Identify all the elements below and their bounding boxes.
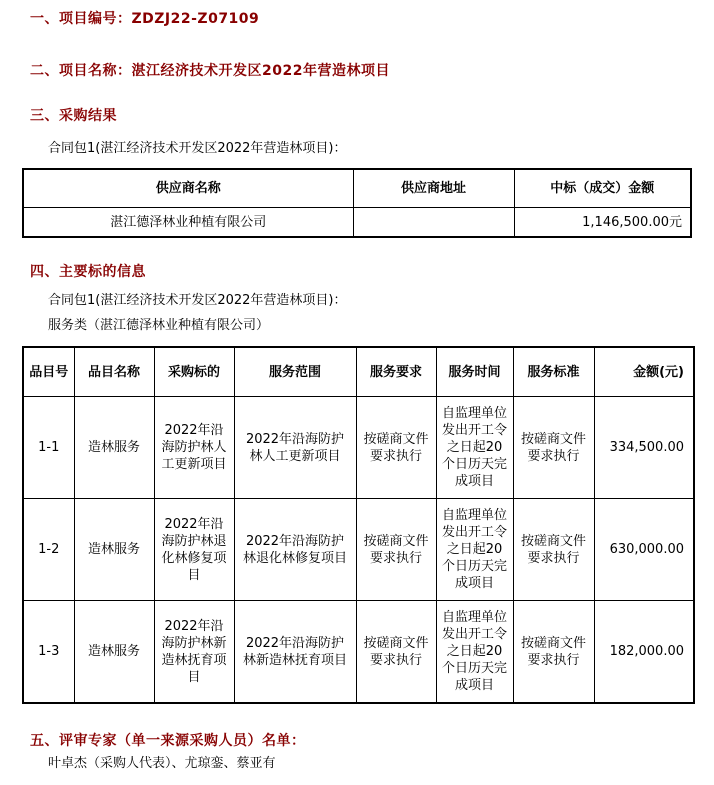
award-amount-cell: 1,146,500.00元 <box>514 208 691 238</box>
heading-main-subject-info: 四、主要标的信息 <box>30 264 146 280</box>
amount-cell: 334,500.00 <box>594 397 694 499</box>
time-cell: 自监理单位发出开工令之日起20个日历天完成项目 <box>436 499 513 601</box>
experts-names-line: 叶卓杰（采购人代表）、尤琼銮、蔡亚有 <box>48 756 276 771</box>
col-header-service-standard: 服务标准 <box>513 347 594 397</box>
item-name-cell: 造林服务 <box>74 499 154 601</box>
table-row <box>23 397 694 499</box>
standard-cell: 按磋商文件要求执行 <box>513 397 594 499</box>
item-no-cell: 1-2 <box>23 499 74 601</box>
subject-package-line: 合同包1(湛江经济技术开发区2022年营造林项目)： <box>48 293 347 308</box>
procurement-result-table <box>22 168 692 238</box>
col-header-subject: 采购标的 <box>154 347 234 397</box>
subject-service-line: 服务类（湛江德泽林业种植有限公司） <box>48 318 270 333</box>
time-cell: 自监理单位发出开工令之日起20个日历天完成项目 <box>436 601 513 704</box>
requirement-cell: 按磋商文件要求执行 <box>356 601 436 704</box>
heading-procurement-result: 三、采购结果 <box>30 108 117 124</box>
supplier-name-cell: 湛江德泽林业种植有限公司 <box>23 208 353 238</box>
heading-project-number: 一、项目编号：ZDZJ22-Z07109 <box>30 11 260 27</box>
col-header-item-name: 品目名称 <box>74 347 154 397</box>
col-header-award-amount: 中标（成交）金额 <box>514 169 691 208</box>
announcement-page <box>0 10 714 772</box>
table-row <box>23 601 694 704</box>
result-package-line: 合同包1(湛江经济技术开发区2022年营造林项目)： <box>48 141 347 156</box>
heading-project-name: 二、项目名称：湛江经济技术开发区2022年营造林项目 <box>30 63 390 79</box>
subject-cell: 2022年沿海防护林人工更新项目 <box>154 397 234 499</box>
item-no-cell: 1-3 <box>23 601 74 704</box>
requirement-cell: 按磋商文件要求执行 <box>356 499 436 601</box>
item-name-cell: 造林服务 <box>74 397 154 499</box>
col-header-service-time: 服务时间 <box>436 347 513 397</box>
col-header-service-scope: 服务范围 <box>234 347 356 397</box>
item-no-cell: 1-1 <box>23 397 74 499</box>
table-row <box>23 208 691 238</box>
time-cell: 自监理单位发出开工令之日起20个日历天完成项目 <box>436 397 513 499</box>
heading-experts: 五、评审专家（单一来源采购人员）名单： <box>30 733 306 749</box>
col-header-service-requirement: 服务要求 <box>356 347 436 397</box>
scope-cell: 2022年沿海防护林人工更新项目 <box>234 397 356 499</box>
amount-cell: 182,000.00 <box>594 601 694 704</box>
requirement-cell: 按磋商文件要求执行 <box>356 397 436 499</box>
subject-cell: 2022年沿海防护林退化林修复项目 <box>154 499 234 601</box>
amount-cell: 630,000.00 <box>594 499 694 601</box>
scope-cell: 2022年沿海防护林退化林修复项目 <box>234 499 356 601</box>
standard-cell: 按磋商文件要求执行 <box>513 601 594 704</box>
col-header-item-no: 品目号 <box>23 347 74 397</box>
subject-cell: 2022年沿海防护林新造林抚育项目 <box>154 601 234 704</box>
standard-cell: 按磋商文件要求执行 <box>513 499 594 601</box>
result-table-header-row <box>23 169 691 208</box>
col-header-supplier-name: 供应商名称 <box>23 169 353 208</box>
scope-cell: 2022年沿海防护林新造林抚育项目 <box>234 601 356 704</box>
table-row <box>23 499 694 601</box>
item-name-cell: 造林服务 <box>74 601 154 704</box>
main-subject-table <box>22 346 695 704</box>
col-header-amount: 金额(元) <box>594 347 694 397</box>
col-header-supplier-address: 供应商地址 <box>353 169 514 208</box>
supplier-address-cell <box>353 208 514 238</box>
subject-table-header-row <box>23 347 694 397</box>
